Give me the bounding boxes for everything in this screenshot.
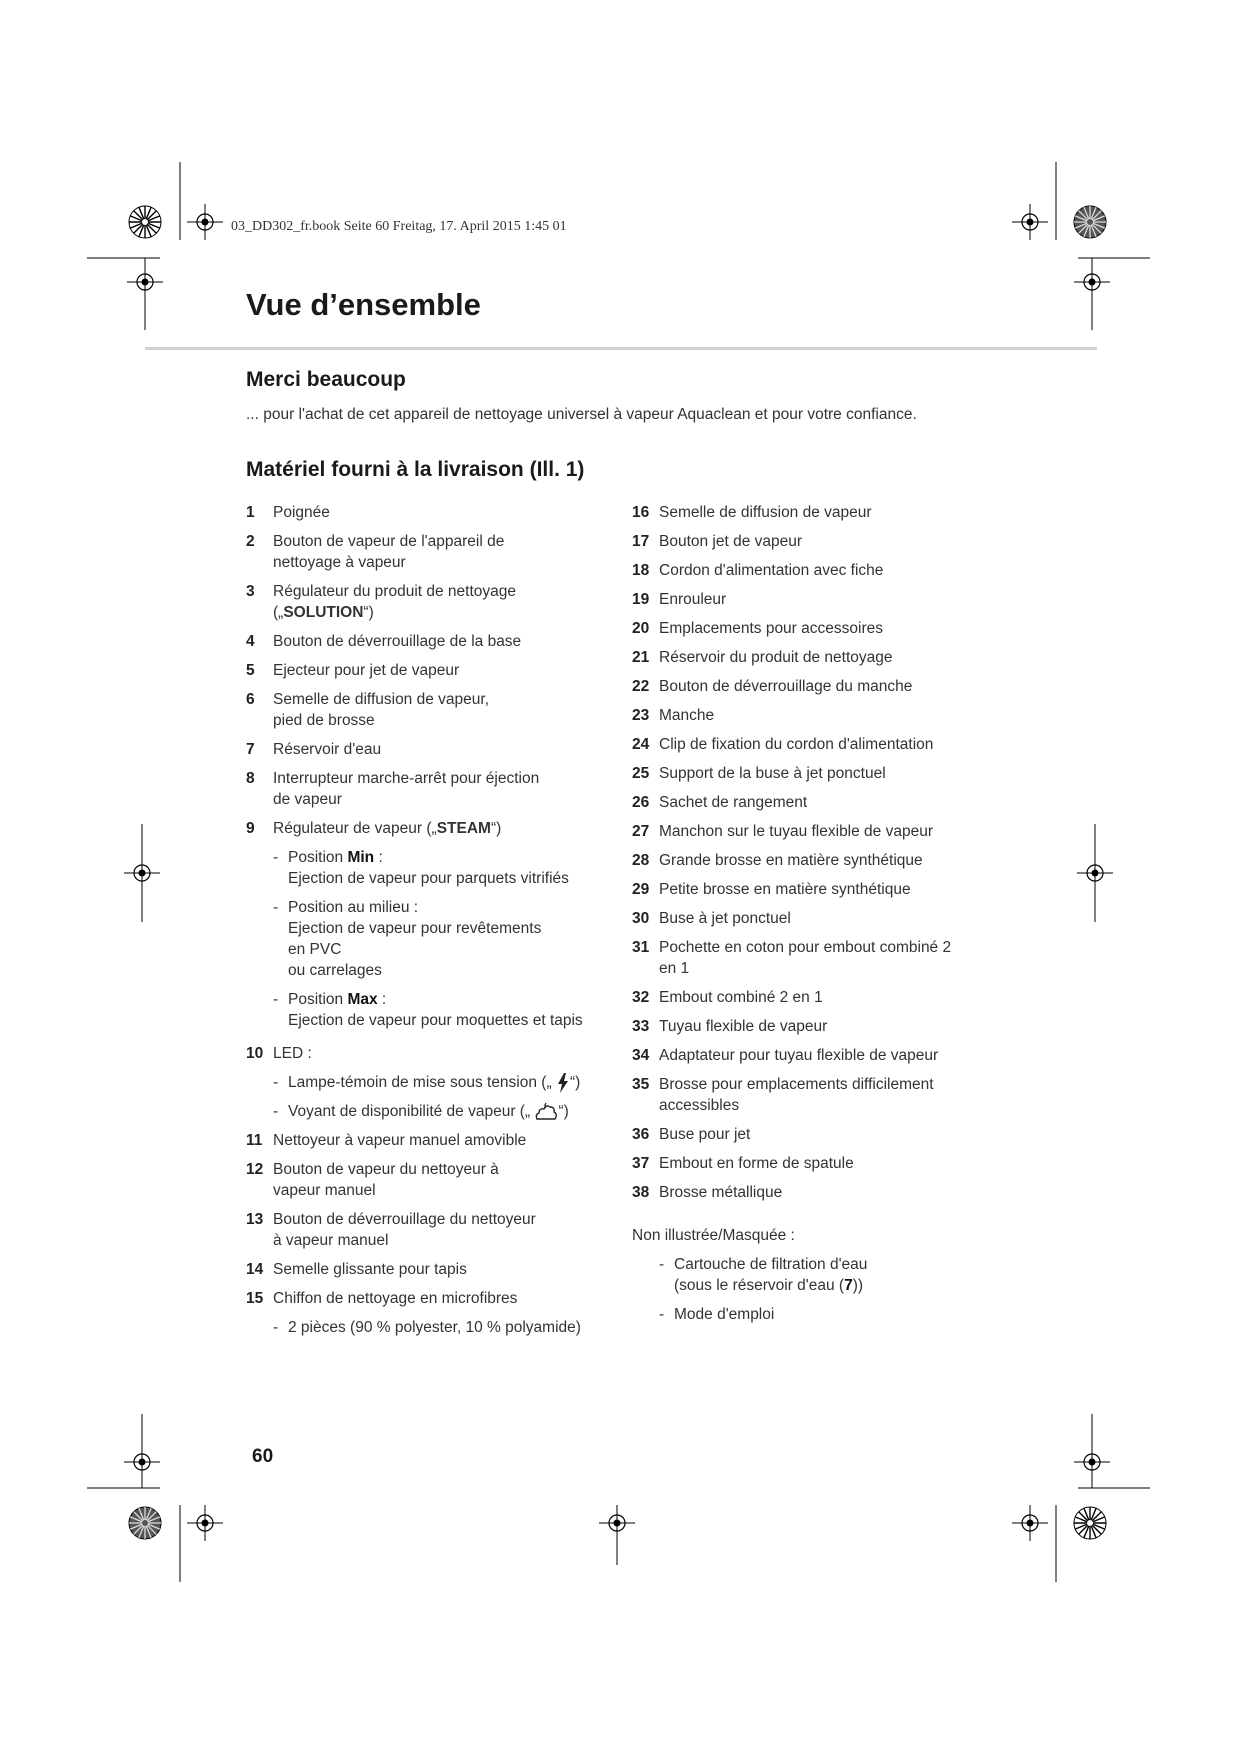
list-item: 26 Sachet de rangement (632, 794, 808, 811)
list-item: 29 Petite brosse en matière synthétique (632, 881, 911, 898)
steam-label: STEAM (436, 820, 491, 837)
list-item: 34 Adaptateur pour tuyau flexible de vapeur (632, 1047, 939, 1064)
parts-list-left (246, 502, 611, 1346)
thanks-text: ... pour l'achat de cet appareil de nettoyage universel à vapeur Aquaclean et pour votre confiance. (246, 406, 917, 423)
list-item: 25 Support de la buse à jet ponctuel (632, 765, 886, 782)
page-title: Vue d’ensemble (246, 287, 481, 322)
page-number: 60 (252, 1446, 274, 1467)
filter-cartridge-item: - Cartouche de filtration d'eau (sous le réservoir d'eau (7)) (659, 1256, 868, 1294)
solution-label: SOLUTION (283, 604, 364, 621)
list-item: 35 Brosse pour emplacements difficilement accessibles (632, 1076, 934, 1114)
list-item: 5 Ejecteur pour jet de vapeur (246, 662, 460, 679)
list-item: 8 Interrupteur marche-arrêt pour éjection de vapeur (246, 770, 540, 808)
title-divider (145, 347, 1097, 350)
steam-cloud-icon (534, 1102, 558, 1122)
list-item: 14 Semelle glissante pour tapis (246, 1261, 467, 1278)
led-power-indicator: - Lampe-témoin de mise sous tension („ “) (273, 1074, 581, 1091)
list-item: 33 Tuyau flexible de vapeur (632, 1018, 828, 1035)
not-shown-heading: Non illustrée/Masquée : (632, 1227, 795, 1244)
delivery-heading: Matériel fourni à la livraison (Ill. 1) (246, 458, 585, 481)
list-item: 1 Poignée (246, 504, 330, 521)
list-item: 20 Emplacements pour accessoires (632, 620, 883, 637)
cloth-composition: - 2 pièces (90 % polyester, 10 % polyamide) (273, 1319, 581, 1336)
list-item: 7 Réservoir d'eau (246, 741, 382, 758)
steam-position-max: - Position Max : Ejection de vapeur pour moquettes et tapis (273, 991, 583, 1029)
list-item: 21 Réservoir du produit de nettoyage (632, 649, 893, 666)
list-item: 24 Clip de fixation du cordon d'alimentation (632, 736, 934, 753)
list-item: 15 Chiffon de nettoyage en microfibres (246, 1290, 518, 1307)
list-item: 11 Nettoyeur à vapeur manuel amovible (246, 1132, 527, 1149)
list-item: 38 Brosse métallique (632, 1184, 783, 1201)
manual-item: - Mode d'emploi (659, 1306, 775, 1323)
list-item: 30 Buse à jet ponctuel (632, 910, 791, 927)
list-item: 4 Bouton de déverrouillage de la base (246, 633, 522, 650)
list-item: 9 Régulateur de vapeur („STEAM“) (246, 820, 502, 837)
list-item: 6 Semelle de diffusion de vapeur, pied de brosse (246, 691, 490, 729)
list-item: 18 Cordon d'alimentation avec fiche (632, 562, 884, 579)
list-item: 23 Manche (632, 707, 715, 724)
list-item: 22 Bouton de déverrouillage du manche (632, 678, 913, 695)
list-item: 16 Semelle de diffusion de vapeur (632, 504, 872, 521)
thanks-heading: Merci beaucoup (246, 368, 406, 391)
power-lightning-icon (556, 1073, 570, 1093)
list-item: 36 Buse pour jet (632, 1126, 751, 1143)
list-item: 27 Manchon sur le tuyau flexible de vapeur (632, 823, 933, 840)
steam-position-min: - Position Min : Ejection de vapeur pour parquets vitrifiés (273, 849, 569, 887)
parts-list-right (632, 502, 1002, 1333)
list-item: 37 Embout en forme de spatule (632, 1155, 854, 1172)
file-info-header: 03_DD302_fr.book Seite 60 Freitag, 17. April 2015 1:45 01 (231, 219, 567, 234)
steam-position-middle: - Position au milieu : Ejection de vapeur pour revêtements en PVC ou carrelages (273, 899, 542, 979)
list-item: 32 Embout combiné 2 en 1 (632, 989, 823, 1006)
list-item: 13 Bouton de déverrouillage du nettoyeur à vapeur manuel (246, 1211, 536, 1249)
list-item: 17 Bouton jet de vapeur (632, 533, 803, 550)
led-steam-ready-indicator: - Voyant de disponibilité de vapeur („ “) (273, 1103, 569, 1120)
list-item: 10 LED : (246, 1045, 312, 1062)
list-item: 19 Enrouleur (632, 591, 727, 608)
list-item: 12 Bouton de vapeur du nettoyeur à vapeur manuel (246, 1161, 499, 1199)
list-item: 28 Grande brosse en matière synthétique (632, 852, 923, 869)
list-item: 2 Bouton de vapeur de l'appareil de nettoyage à vapeur (246, 533, 505, 571)
list-item: 3 Régulateur du produit de nettoyage („SOLUTION“) (246, 583, 517, 621)
list-item: 31 Pochette en coton pour embout combiné 2 en 1 (632, 939, 952, 977)
